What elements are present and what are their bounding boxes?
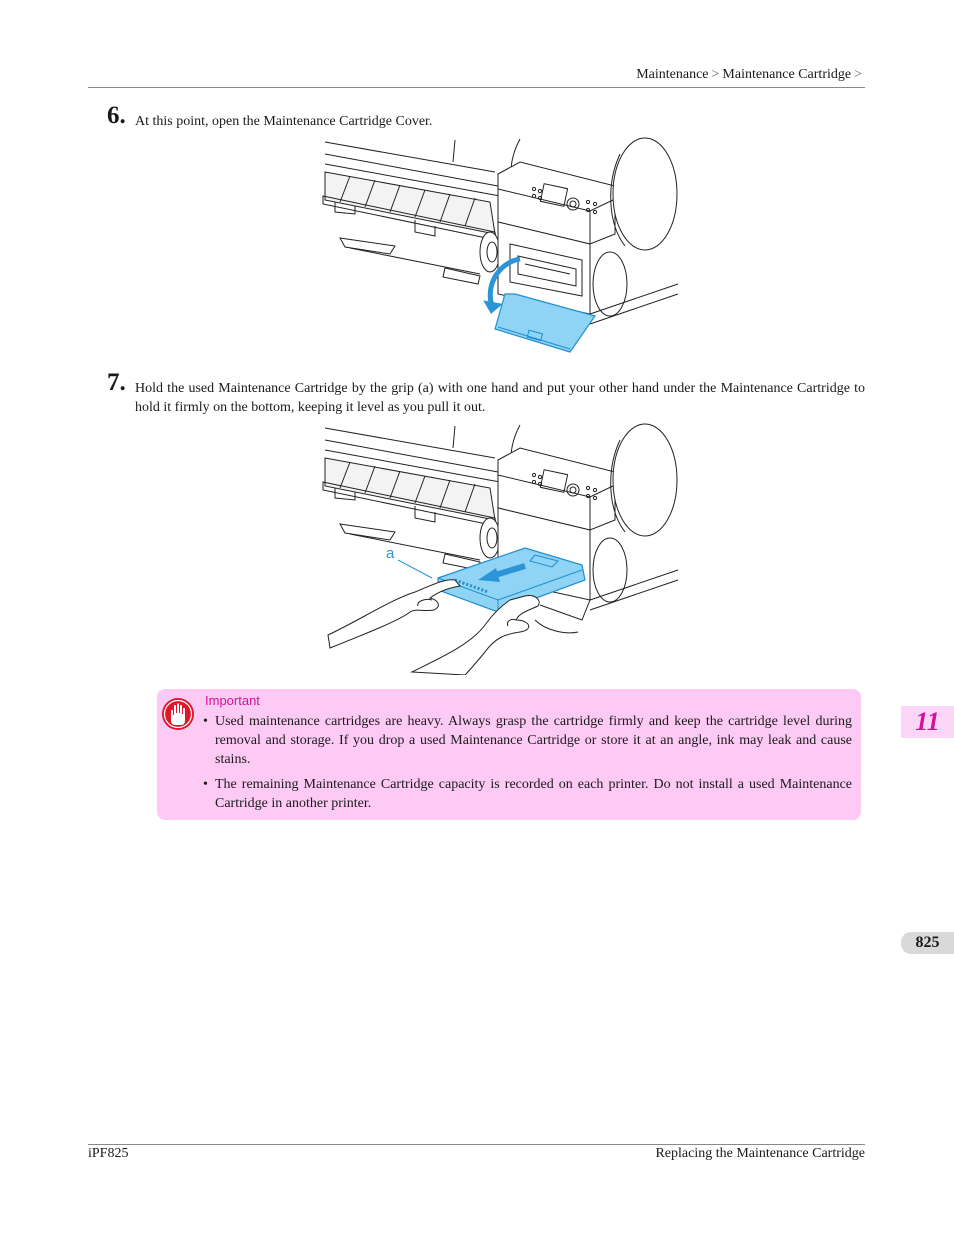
step-text: At this point, open the Maintenance Cartridge Cover. [135, 114, 433, 129]
breadcrumb-separator: > [854, 67, 862, 82]
footer-section[interactable]: Replacing the Maintenance Cartridge [655, 1146, 865, 1161]
chapter-number: 11 [915, 707, 940, 736]
breadcrumb-item-maintenance-cartridge[interactable]: Maintenance Cartridge [722, 67, 852, 82]
page-number-tab [901, 932, 954, 954]
bullet: • [203, 714, 208, 729]
breadcrumb [560, 67, 865, 83]
breadcrumb-separator: > [711, 67, 720, 82]
printer-cover-open-illustration [320, 134, 680, 354]
grip-label: a [386, 545, 395, 562]
cartridge-removal-illustration [320, 420, 680, 675]
important-item [203, 712, 852, 769]
step-number: 7. [107, 369, 126, 396]
footer-rule [88, 1144, 865, 1145]
cartridge-removal-drawing [320, 420, 680, 675]
breadcrumb-item-maintenance[interactable]: Maintenance [636, 67, 709, 82]
page-number: 825 [915, 934, 940, 951]
step-text: Hold the used Maintenance Cartridge by the grip (a) with one hand and put your other hand under the Maintenance Cartridge to hold it firmly on the bottom, keeping it level as you pull it out. [135, 381, 865, 415]
step-number: 6. [107, 102, 126, 129]
important-item-text: The remaining Maintenance Cartridge capacity is recorded on each printer. Do not install a used Maintenance Cartridge in another printer. [215, 777, 852, 811]
important-title: Important [205, 693, 260, 708]
footer-model: iPF825 [88, 1146, 129, 1161]
header-rule [88, 87, 865, 88]
chapter-tab[interactable] [901, 706, 954, 738]
important-item [203, 775, 852, 813]
important-item-text: Used maintenance cartridges are heavy. Always grasp the cartridge firmly and keep the cartridge level during removal and storage. If you drop a used Maintenance Cartridge or store it at an angle, ink may leak and cause stains. [215, 714, 852, 767]
bullet: • [203, 777, 208, 792]
important-notice [157, 689, 861, 820]
stop-hand-icon [161, 697, 195, 731]
